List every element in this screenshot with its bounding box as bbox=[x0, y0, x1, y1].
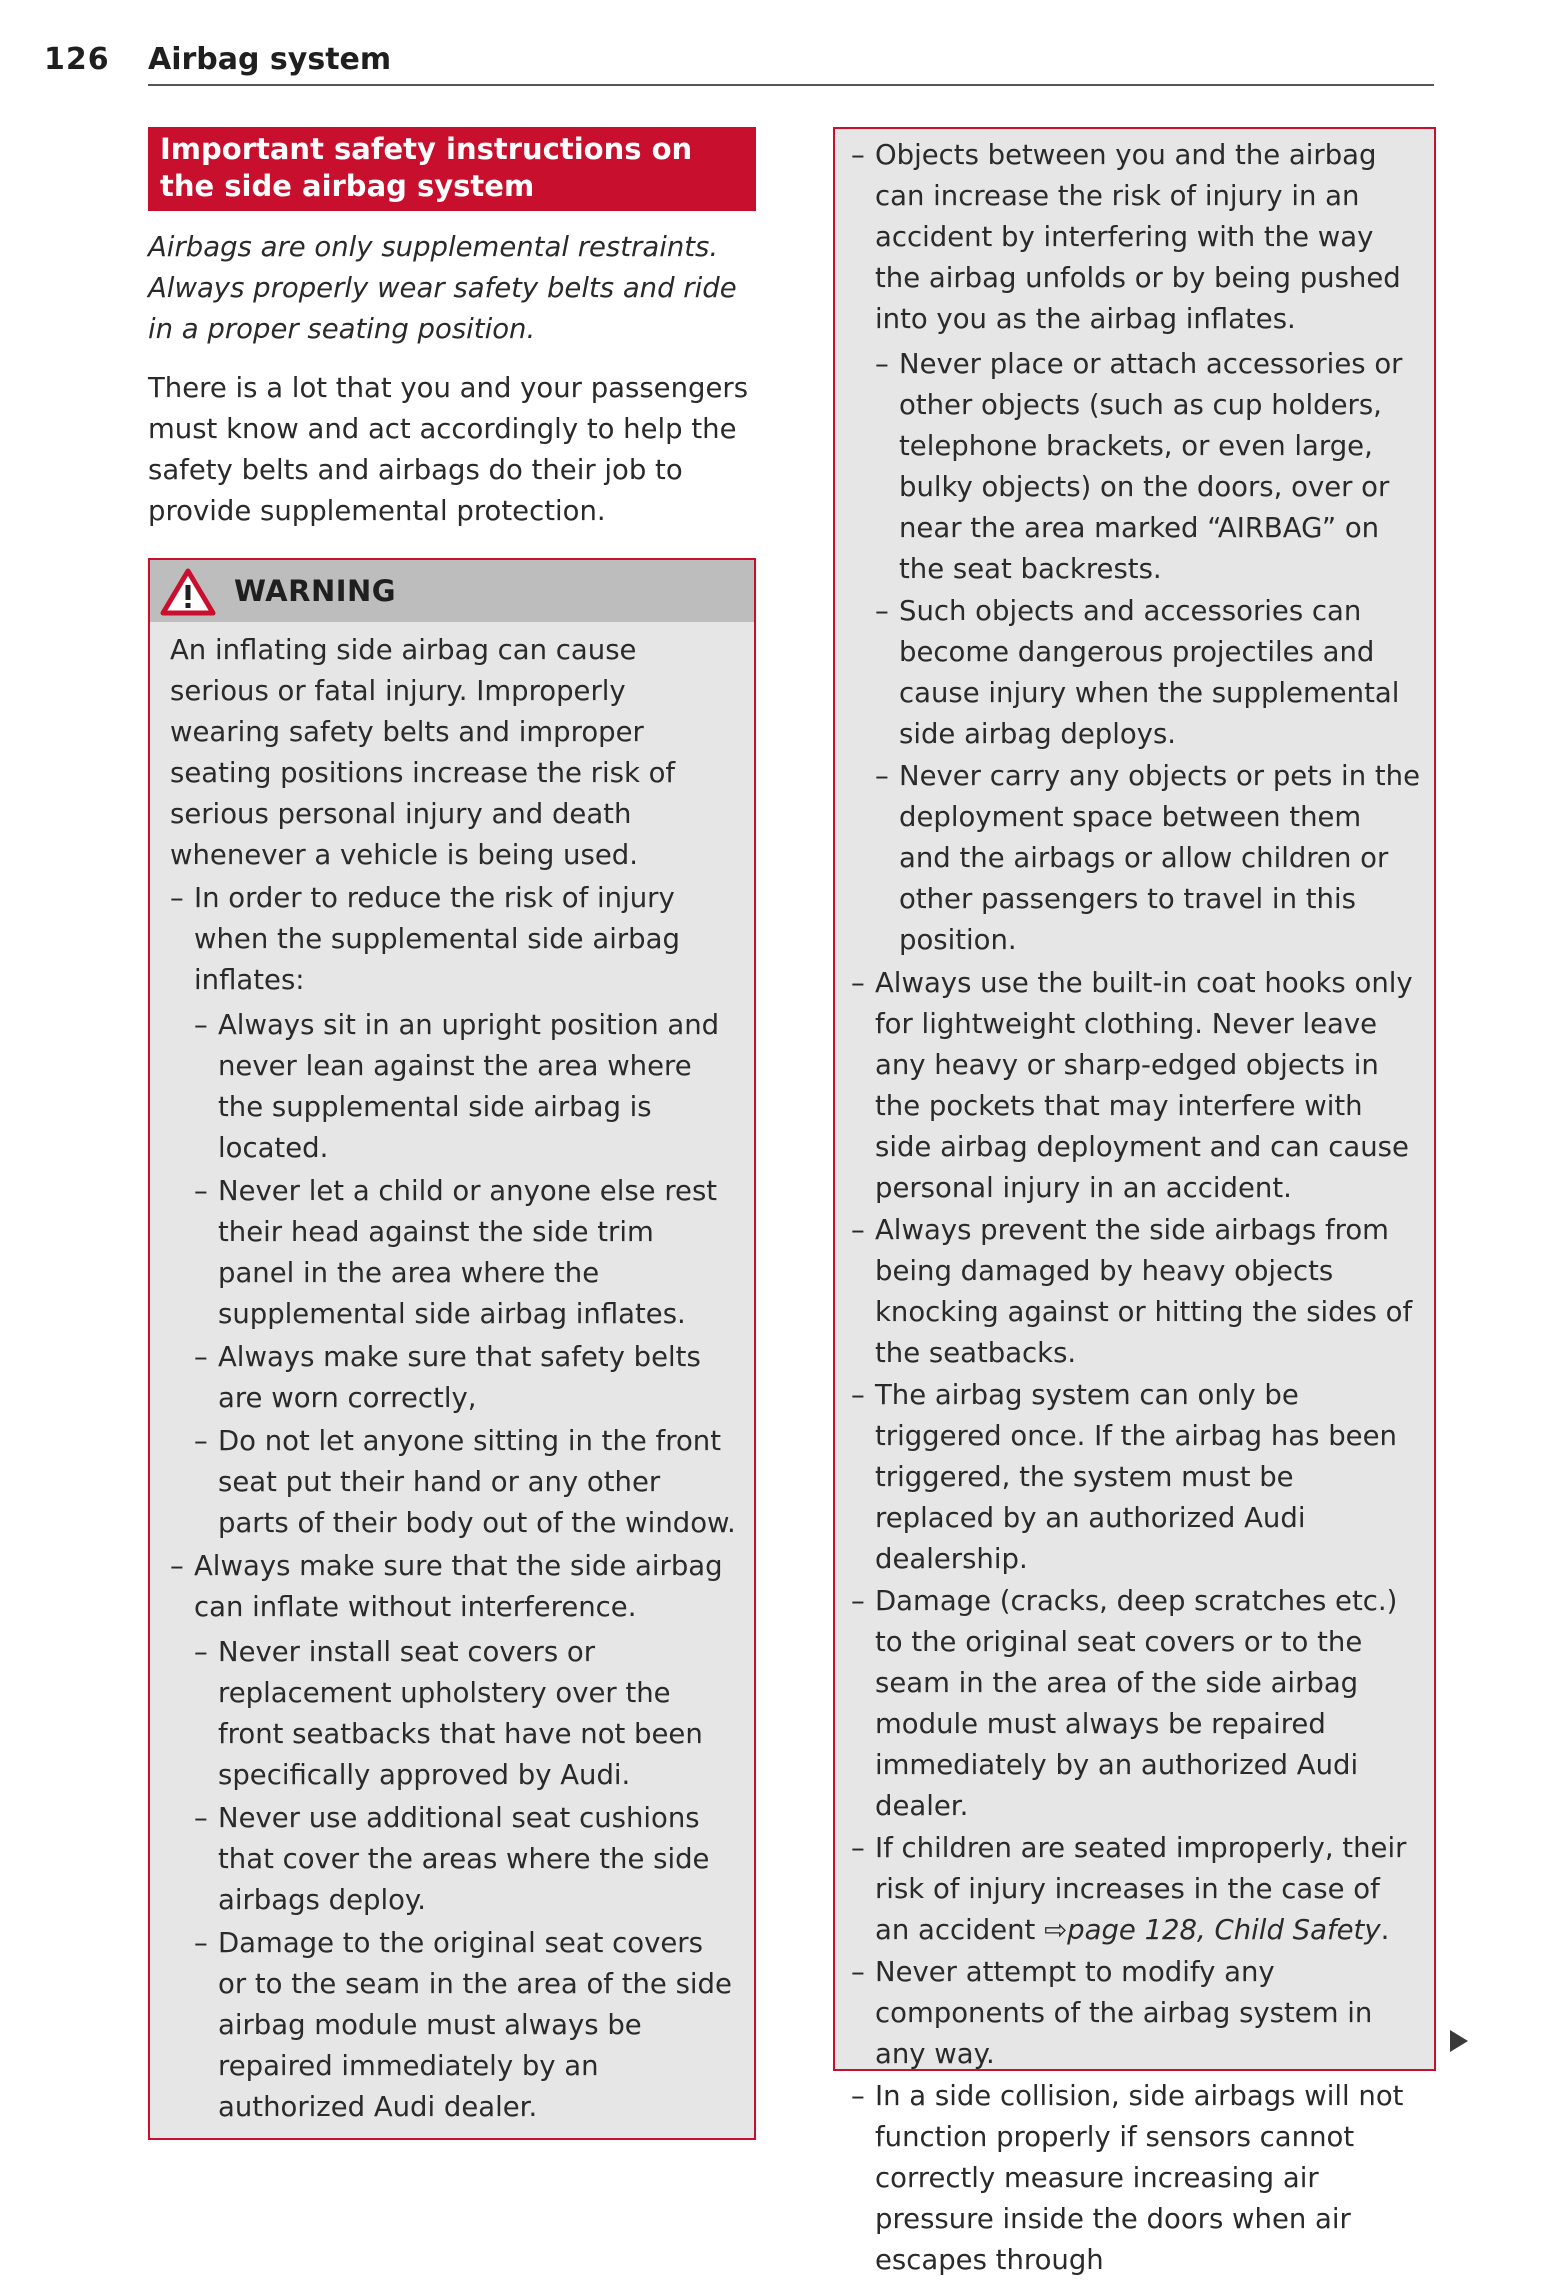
list-item: – Such objects and accessories can become dangerous projectiles and cause injury when the supplemental side airbag deploys. bbox=[875, 591, 1420, 755]
list-item: – In a side collision, side airbags will not function properly if sensors cannot correctly measure increasing air pressure inside the doors when air escapes through bbox=[851, 2076, 1420, 2281]
list-item-suffix: . bbox=[1380, 1914, 1390, 1946]
warning-header bbox=[150, 560, 754, 622]
list-item: – Never install seat covers or replacement upholstery over the front seatbacks that have not been specifically approved by Audi. bbox=[170, 1632, 738, 1796]
sub-list bbox=[875, 344, 1420, 961]
list-item: – The airbag system can only be triggered once. If the airbag has been triggered, the system must be replaced by an authorized Audi dealership. bbox=[851, 1375, 1420, 1580]
list-item bbox=[170, 878, 738, 1544]
list-item-text: If children are seated improperly, their risk of injury increases in the case of an accident bbox=[875, 1832, 1407, 1946]
page-number: 126 bbox=[44, 42, 110, 77]
sub-list bbox=[194, 1632, 738, 2128]
list-item bbox=[170, 1546, 738, 2128]
intro-italic: Airbags are only supplemental restraints. Always properly wear safety belts and ride in a proper seating position. bbox=[148, 231, 737, 345]
list-item: – Never carry any objects or pets in the deployment space between them and the airbags or allow children or other passengers to travel in this position. bbox=[875, 756, 1420, 961]
warning-box bbox=[148, 558, 756, 2140]
warning-continuation-list bbox=[851, 135, 1420, 2281]
list-item: – Damage to the original seat covers or to the seam in the area of the side airbag module must always be repaired immediately by an authorized Audi dealer. bbox=[170, 1923, 738, 2128]
list-item: – Never let a child or anyone else rest their head against the side trim panel in the area where the supplemental side airbag inflates. bbox=[170, 1171, 738, 1335]
warning-list bbox=[170, 878, 738, 2128]
list-item-text: Objects between you and the airbag can increase the risk of injury in an accident by interfering with the way the airbag unfolds or by being pushed into you as the airbag inflates. bbox=[875, 139, 1401, 335]
left-column bbox=[148, 127, 756, 2140]
warning-intro: An inflating side airbag can cause serious or fatal injury. Improperly wearing safety belts and improper seating positions increase the risk of serious personal injury and death whenever a vehicle is being used. bbox=[170, 634, 676, 871]
list-item: – Always make sure that safety belts are worn correctly, bbox=[170, 1337, 738, 1419]
list-item: – Never use additional seat cushions that cover the areas where the side airbags deploy. bbox=[170, 1798, 738, 1921]
warning-triangle-icon bbox=[160, 568, 216, 616]
page-header bbox=[44, 38, 1434, 86]
list-item-text: In order to reduce the risk of injury when the supplemental side airbag inflates: bbox=[194, 882, 680, 996]
list-item: – Never place or attach accessories or other objects (such as cup holders, telephone brackets, or even large, bulky objects) on the doors, over or near the area marked “AIRBAG” on the seat backrests. bbox=[875, 344, 1420, 590]
sub-list bbox=[194, 1005, 738, 1544]
list-item: – Always sit in an upright position and never lean against the area where the supplemental side airbag is located. bbox=[170, 1005, 738, 1169]
cross-reference-link[interactable]: page 128, Child Safety bbox=[1067, 1914, 1381, 1946]
list-item-text: Always make sure that the side airbag can inflate without interference. bbox=[194, 1550, 723, 1623]
header-rule bbox=[148, 84, 1434, 86]
intro-paragraph: There is a lot that you and your passengers must know and act accordingly to help the safety belts and airbags do their job to provide supplemental protection. bbox=[148, 372, 749, 527]
warning-label: WARNING bbox=[234, 574, 397, 608]
list-item: – Never attempt to modify any components of the airbag system in any way. bbox=[851, 1952, 1420, 2075]
continue-arrow-icon bbox=[1450, 2030, 1468, 2052]
list-item: – Damage (cracks, deep scratches etc.) to the original seat covers or to the seam in the area of the side airbag module must always be repaired immediately by an authorized Audi dealer. bbox=[851, 1581, 1420, 1827]
section-title: Airbag system bbox=[148, 42, 392, 77]
warning-body bbox=[150, 622, 754, 2128]
list-item bbox=[851, 135, 1420, 961]
list-item bbox=[851, 1828, 1420, 1951]
section-heading: Important safety instructions on the side airbag system bbox=[148, 127, 756, 211]
warning-continuation-box bbox=[833, 127, 1436, 2276]
list-item: – Always use the built-in coat hooks only for lightweight clothing. Never leave any heavy or sharp-edged objects in the pockets that may interfere with side airbag deployment and can cause personal injury in an accident. bbox=[851, 963, 1420, 1209]
list-item: – Do not let anyone sitting in the front seat put their hand or any other parts of their body out of the window. bbox=[170, 1421, 738, 1544]
list-item: – Always prevent the side airbags from being damaged by heavy objects knocking against or hitting the sides of the seatbacks. bbox=[851, 1210, 1420, 1374]
cross-reference-arrow-icon: ⇨ bbox=[1044, 1914, 1068, 1946]
